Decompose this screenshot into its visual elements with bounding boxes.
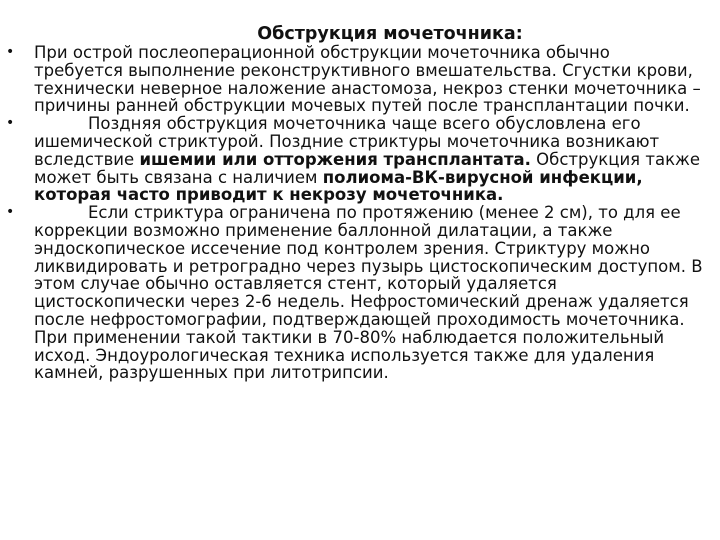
bullet-item-stricture-treatment — [6, 203, 704, 383]
bullet-marker: • — [6, 44, 15, 60]
paragraph-text: Если стриктура ограничена по протяжению (менее 2 см), то для ее коррекции возможно применение баллонной дилатации, а также эндоскопическое иссечение под контролем зрения. Стриктуру можно ликвидировать и ретроградно через пузырь цистоскопическим доступом. В этом случае обычно оставляется стент, который удаляется цистоскопически через 2-6 недель. Нефростомический дренаж удаляется после нефростомографии, подтверждающей проходимость мочеточника. При применении такой тактики в 70-80% наблюдается положительный исход. Эндоурологическая техника используется также для удаления камней, разрушенных при литотрипсии. — [34, 203, 703, 383]
paragraph-text: При острой послеоперационной обструкции мочеточника обычно требуется выполнение реконструктивного вмешательства. Сгустки крови, технически неверное наложение анастомоза, некроз стенки мочеточника – причины ранней обструкции мочевых путей после трансплантации почки. — [34, 43, 701, 116]
paragraph-text: Поздняя обструкция мочеточника чаще всего обусловлена его ишемической стриктурой. Поздние стриктуры мочеточника возникают вследствие — [34, 114, 660, 169]
bullet-marker: • — [6, 204, 15, 221]
emphasis-bk-virus: полиома-ВК-вирусной инфекции, которая часто приводит к некрозу мочеточника. — [34, 167, 643, 205]
bullet-item-late-obstruction — [6, 114, 704, 205]
bullet-item-acute-obstruction — [6, 43, 704, 116]
paragraph-text: Обструкция также может быть связана с наличием — [34, 149, 701, 187]
slide-title: Обструкция мочеточника: — [257, 24, 523, 44]
bullet-marker: • — [6, 115, 15, 132]
bullet-list — [6, 43, 704, 383]
emphasis-ischemia-rejection: ишемии или отторжения трансплантата. — [139, 149, 531, 169]
